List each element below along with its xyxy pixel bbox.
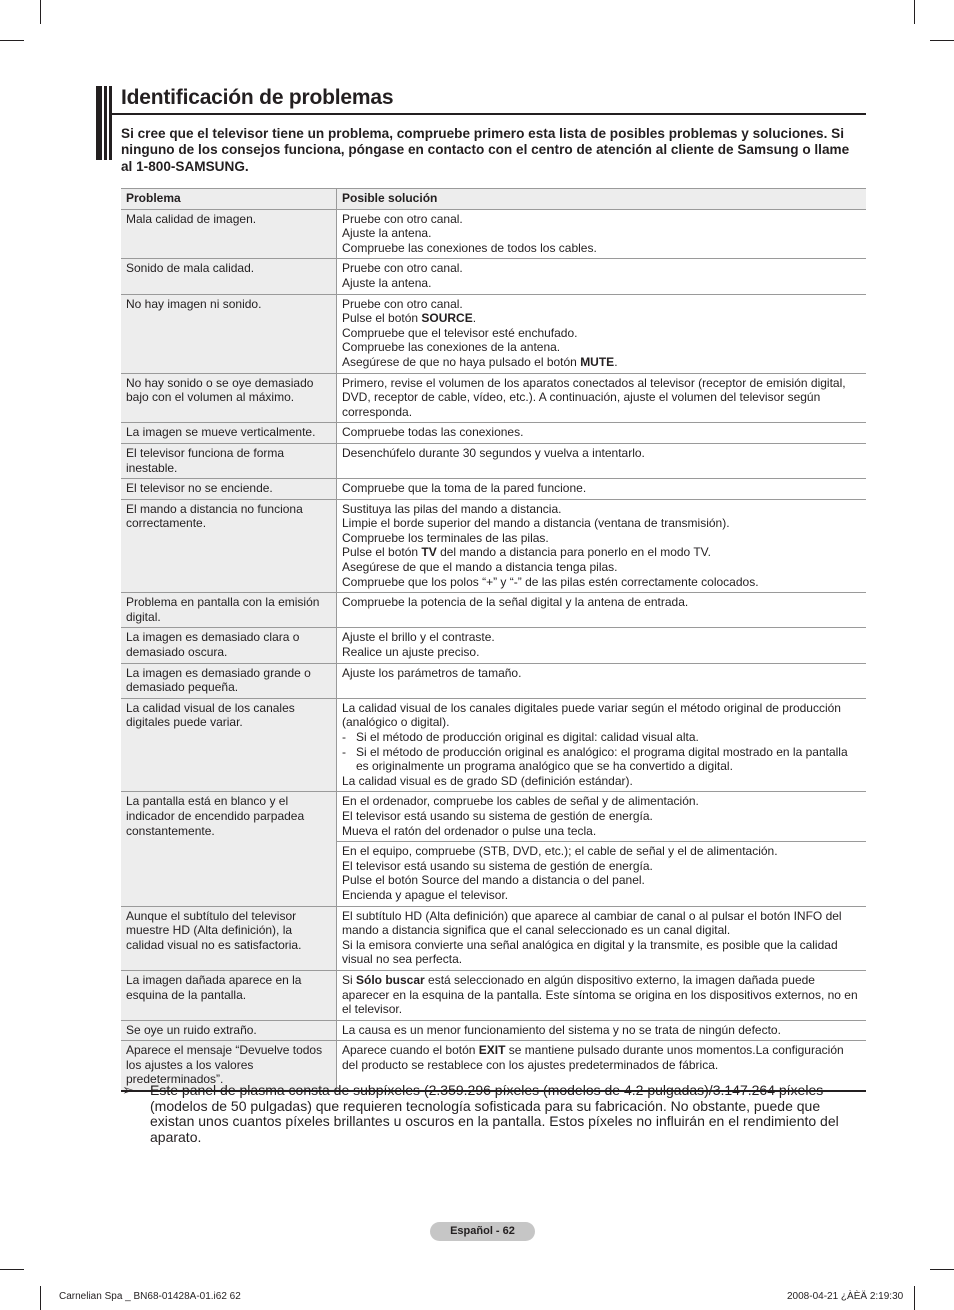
solution-line: Compruebe las conexiones de todos los cables. [342, 240, 597, 255]
table-row [121, 663, 866, 698]
problem-cell: Mala calidad de imagen. [121, 209, 337, 259]
solution-line: Compruebe los terminales de las pilas. [342, 530, 549, 545]
solution-cell [337, 499, 867, 593]
solution-line [342, 1043, 862, 1072]
table-row [121, 209, 866, 259]
problem-cell: Aparece el mensaje “Devuelve todos los ajustes a los valores predeterminados”. [121, 1041, 337, 1091]
solution-cell [337, 373, 867, 423]
problem-cell: La imagen dañada aparece en la esquina de la pantalla. [121, 970, 337, 1020]
table-header-row [121, 189, 866, 210]
solution-cell [337, 443, 867, 478]
problem-cell: El mando a distancia no funciona correctamente. [121, 499, 337, 593]
side-bar-thin [104, 86, 107, 160]
solution-cell [337, 479, 867, 500]
button-name: EXIT [478, 1043, 506, 1058]
problem-cell: La imagen es demasiado clara o demasiado oscura. [121, 628, 337, 663]
problem-cell: Sonido de mala calidad. [121, 259, 337, 294]
solution-text: Asegúrese de que no haya pulsado el botón [342, 354, 581, 369]
solution-text: del mando a distancia para ponerlo en el modo TV. [436, 545, 711, 560]
solution-line: El televisor está usando su sistema de gestión de energía. [342, 858, 653, 873]
solution-line: Limpie el borde superior del mando a distancia (ventana de transmisión). [342, 516, 730, 531]
title-rule [112, 113, 866, 115]
problem-cell: El televisor funciona de forma inestable. [121, 443, 337, 478]
problem-cell: La imagen se mueve verticalmente. [121, 423, 337, 444]
table-row [121, 628, 866, 663]
crop-mark [914, 1286, 915, 1310]
solution-line: Realice un ajuste preciso. [342, 645, 480, 660]
solution-line: - Si el método de producción original es analógico: el programa digital mostrado en la pantalla es originalmente un programa analógico que se ha convertido a digital. [342, 744, 848, 774]
solution-text: Pulse el botón [342, 545, 422, 560]
crop-mark [930, 40, 954, 41]
table-row [121, 906, 866, 970]
table-row [121, 373, 866, 423]
table-row [121, 698, 866, 792]
solution-text: . [472, 311, 477, 326]
problem-cell: El televisor no se enciende. [121, 479, 337, 500]
crop-mark [0, 1269, 24, 1270]
note [122, 1083, 862, 1145]
table-row [121, 1020, 866, 1041]
table-row [121, 499, 866, 593]
solution-line: - Si el método de producción original es digital: calidad visual alta. [342, 730, 699, 744]
solution-line: Encienda y apague el televisor. [342, 887, 509, 902]
solution-line: Compruebe la potencia de la señal digital y la antena de entrada. [342, 595, 689, 610]
solution-cell [337, 1020, 867, 1041]
page-number-badge: Español - 62 [430, 1222, 535, 1241]
solution-line: Compruebe que la toma de la pared funcione. [342, 481, 587, 496]
solution-text: Pulse el botón [342, 311, 422, 326]
solution-line: Compruebe todas las conexiones. [342, 425, 524, 440]
solution-line: Compruebe que el televisor esté enchufado. [342, 325, 578, 340]
solution-text: está seleccionado en algún dispositivo externo, la imagen dañada puede aparecer en la esquina de la pantalla. Este síntoma se origina en los dispositivos externos, no en el televisor. [342, 972, 858, 1017]
button-name: MUTE [580, 354, 615, 369]
solution-line [342, 973, 862, 1017]
solution-line: El subtítulo HD (Alta definición) que aparece al cambiar de canal o al pulsar el botón INFO del mando a distancia significa que el canal seleccionado es un canal digital. [342, 908, 842, 938]
problem-cell: La pantalla está en blanco y el indicador de encendido parpadea constantemente. [121, 792, 337, 906]
problem-cell: Aunque el subtítulo del televisor muestre HD (Alta definición), la calidad visual no es satisfactoria. [121, 906, 337, 970]
header-solution: Posible solución [337, 189, 867, 210]
table-row [121, 294, 866, 373]
problem-cell: La imagen es demasiado grande o demasiado pequeña. [121, 663, 337, 698]
solution-cell [337, 593, 867, 628]
solution-line [342, 545, 862, 560]
solution-line: La calidad visual de los canales digitales puede variar según el método original de producción (analógico o digital). [342, 700, 841, 730]
crop-mark [40, 1286, 41, 1310]
solution-text: se mantiene pulsado durante unos momentos.La configuración del producto se restablece con los ajustes predeterminados de fábrica. [342, 1043, 844, 1072]
solution-line: Sustituya las pilas del mando a distancia. [342, 501, 562, 516]
troubleshooting-table [121, 188, 866, 1092]
solution-line: Primero, revise el volumen de los aparatos conectados al televisor (receptor de emisión digital, DVD, receptor de cable, vídeo, etc.). A continuación, ajuste el volumen del televisor según corresponda. [342, 375, 846, 419]
side-bar-thick [96, 86, 102, 160]
table-row [121, 443, 866, 478]
solution-cell [337, 970, 867, 1020]
solution-line: Desenchúfelo durante 30 segundos y vuelva a intentarlo. [342, 445, 645, 460]
button-name: TV [421, 545, 437, 560]
solution-text: Si [342, 972, 357, 987]
solution-line: Pulse el botón Source del mando a distancia o del panel. [342, 873, 645, 888]
solution-line: Ajuste el brillo y el contraste. [342, 630, 495, 645]
solution-line: Ajuste la antena. [342, 226, 432, 241]
table-row [121, 479, 866, 500]
crop-mark [0, 40, 24, 41]
solution-line: En el equipo, compruebe (STB, DVD, etc.); el cable de señal y el de alimentación. [342, 844, 778, 859]
footer-timestamp: 2008-04-21 ¿ÀÈÄ 2:19:30 [787, 1291, 904, 1302]
solution-line: Pruebe con otro canal. [342, 296, 463, 311]
solution-line: La causa es un menor funcionamiento del sistema y no se trata de ningún defecto. [342, 1022, 781, 1037]
solution-line: Ajuste la antena. [342, 275, 432, 290]
crop-mark [914, 0, 915, 24]
button-name: SOURCE [421, 311, 473, 326]
solution-cell [337, 423, 867, 444]
table-row [121, 970, 866, 1020]
solution-cell [337, 906, 867, 970]
table-row [121, 593, 866, 628]
solution-cell [337, 209, 867, 259]
solution-cell [337, 663, 867, 698]
solution-cell [337, 698, 867, 792]
solution-line: En el ordenador, compruebe los cables de señal y de alimentación. [342, 794, 699, 809]
solution-text: . [614, 354, 618, 369]
problem-cell: Se oye un ruido extraño. [121, 1020, 337, 1041]
page-title: Identificación de problemas [121, 86, 394, 109]
problem-cell: No hay sonido o se oye demasiado bajo con el volumen al máximo. [121, 373, 337, 423]
solution-line: Compruebe que los polos “+” y “-” de las pilas estén correctamente colocados. [342, 574, 759, 589]
arrow-bullet-icon: ➢ [122, 1082, 135, 1099]
table-row [121, 259, 866, 294]
solution-cell [337, 792, 867, 842]
footer-file-info: Carnelian Spa _ BN68-01428A-01.i62 62 [59, 1291, 241, 1302]
intro-text: Si cree que el televisor tiene un problema, compruebe primero esta lista de posibles problemas y soluciones. Si ninguno de los consejos funciona, póngase en contacto con el centro de atención al cliente de Samsung o llame al 1-800-SAMSUNG. [121, 126, 850, 174]
table-row [121, 792, 866, 842]
solution-line: La calidad visual es de grado SD (definición estándar). [342, 773, 633, 788]
table-row [121, 423, 866, 444]
solution-line [342, 311, 862, 326]
solution-cell [337, 628, 867, 663]
header-problem: Problema [121, 189, 337, 210]
button-name: Sólo buscar [356, 972, 425, 987]
problem-cell: No hay imagen ni sonido. [121, 294, 337, 373]
solution-line: Mueva el ratón del ordenador o pulse una tecla. [342, 823, 597, 838]
solution-line: Ajuste los parámetros de tamaño. [342, 665, 522, 680]
solution-cell [337, 294, 867, 373]
problem-cell: La calidad visual de los canales digitales puede variar. [121, 698, 337, 792]
crop-mark [930, 1269, 954, 1270]
solution-cell [337, 842, 867, 906]
solution-text: Aparece cuando el botón [342, 1043, 479, 1058]
solution-line: Pruebe con otro canal. [342, 211, 463, 226]
side-bar-thin [109, 86, 112, 160]
solution-cell [337, 259, 867, 294]
note-text: Este panel de plasma consta de subpíxeles (2.359.296 píxeles (modelos de 4.2 pulgadas)/3.147.264 píxeles (modelos de 50 pulgadas) que requieren tecnología sofisticada para su fabricación. No obstante, puede que existan unos cuantos píxeles brillantes u oscuros en la pantalla. Estos píxeles no influirán en el rendimiento del aparato. [150, 1082, 839, 1145]
crop-mark [40, 0, 41, 24]
solution-line: Si la emisora convierte una señal analógica en digital y la transmite, es posible que la calidad visual no sea perfecta. [342, 937, 838, 967]
table-body [121, 209, 866, 1091]
solution-line: Pruebe con otro canal. [342, 261, 463, 276]
solution-line: Compruebe las conexiones de la antena. [342, 340, 561, 355]
problem-cell: Problema en pantalla con la emisión digital. [121, 593, 337, 628]
solution-line: El televisor está usando su sistema de gestión de energía. [342, 808, 653, 823]
solution-line: Asegúrese de que el mando a distancia tenga pilas. [342, 560, 618, 575]
solution-line [342, 355, 862, 370]
